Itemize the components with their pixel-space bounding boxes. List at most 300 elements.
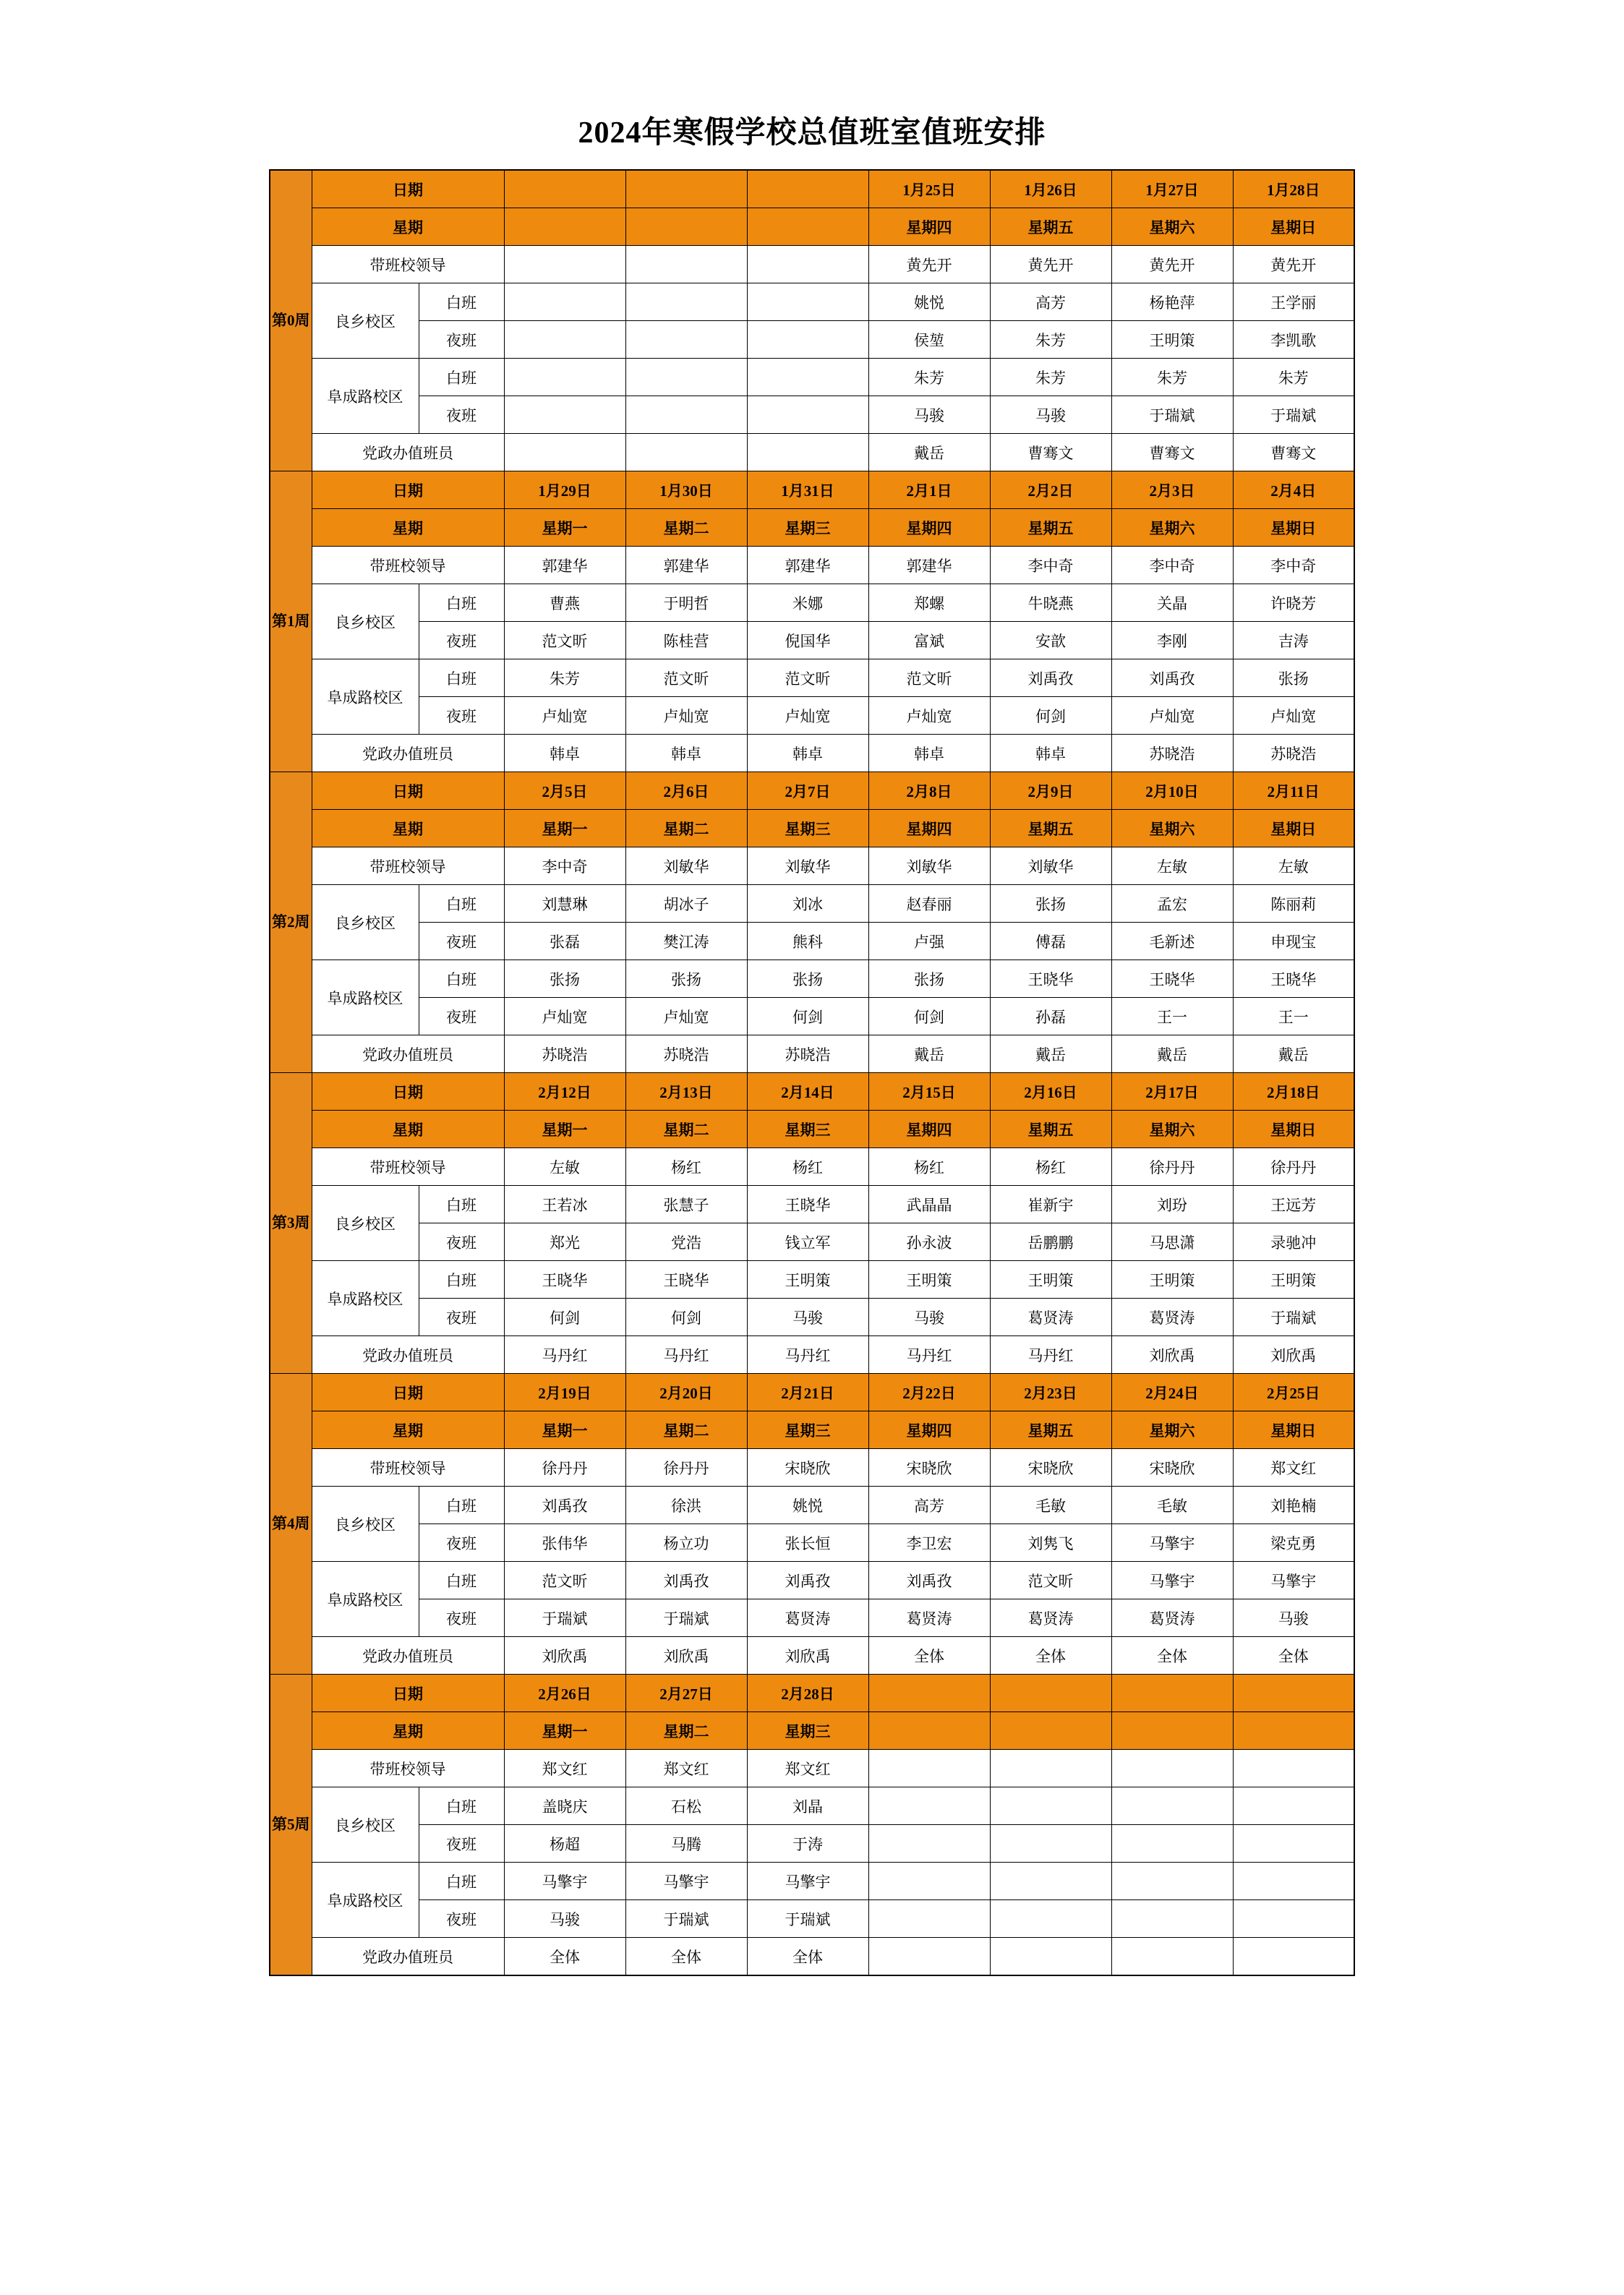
duty-cell: 杨艳萍 <box>1111 283 1233 321</box>
duty-cell: 富斌 <box>868 622 990 659</box>
duty-cell: 熊科 <box>747 923 868 960</box>
leader-cell: 左敏 <box>504 1148 625 1186</box>
liangxiang-night-row <box>270 923 1354 960</box>
duty-cell <box>868 1900 990 1938</box>
duty-cell: 卢灿宽 <box>625 998 747 1035</box>
duty-cell: 韩卓 <box>990 735 1111 772</box>
date-cell <box>747 170 868 208</box>
weekday-cell: 星期六 <box>1111 810 1233 847</box>
duty-cell: 陈丽莉 <box>1233 885 1354 923</box>
date-cell: 2月2日 <box>990 471 1111 509</box>
duty-cell: 于瑞斌 <box>1233 1299 1354 1336</box>
duty-cell <box>747 321 868 359</box>
leader-cell <box>868 1750 990 1787</box>
duty-cell: 马丹红 <box>990 1336 1111 1374</box>
duty-cell: 刘冰 <box>747 885 868 923</box>
weekday-label: 星期 <box>312 1712 504 1750</box>
duty-cell: 曹骞文 <box>1111 434 1233 471</box>
duty-cell: 崔新宇 <box>990 1186 1111 1223</box>
duty-cell: 孟宏 <box>1111 885 1233 923</box>
weekday-cell <box>990 1712 1111 1750</box>
campus-liangxiang-label: 良乡校区 <box>312 1186 419 1261</box>
duty-cell: 刘欣禹 <box>625 1637 747 1675</box>
leader-cell: 刘敏华 <box>747 847 868 885</box>
leader-cell <box>1233 1750 1354 1787</box>
fuchenglu-night-row <box>270 1900 1354 1938</box>
date-cell: 2月7日 <box>747 772 868 810</box>
date-cell: 2月12日 <box>504 1073 625 1111</box>
duty-cell: 张扬 <box>990 885 1111 923</box>
duty-cell: 马擎宇 <box>625 1863 747 1900</box>
duty-cell: 葛贤涛 <box>1111 1299 1233 1336</box>
duty-cell <box>1111 1863 1233 1900</box>
duty-cell: 于瑞斌 <box>504 1599 625 1637</box>
duty-cell: 马骏 <box>747 1299 868 1336</box>
date-label: 日期 <box>312 1675 504 1712</box>
weekday-cell: 星期三 <box>747 1411 868 1449</box>
page-title: 2024年寒假学校总值班室值班安排 <box>578 116 1046 150</box>
duty-cell <box>1233 1787 1354 1825</box>
date-cell <box>625 170 747 208</box>
date-cell: 2月8日 <box>868 772 990 810</box>
weekday-cell: 星期二 <box>625 810 747 847</box>
leader-label: 带班校领导 <box>312 1148 504 1186</box>
weekday-label: 星期 <box>312 810 504 847</box>
date-label: 日期 <box>312 1073 504 1111</box>
date-cell <box>868 1675 990 1712</box>
duty-cell: 王晓华 <box>504 1261 625 1299</box>
duty-cell: 马骏 <box>868 396 990 434</box>
leader-cell: 杨红 <box>625 1148 747 1186</box>
duty-cell <box>1111 1938 1233 1976</box>
date-cell: 2月6日 <box>625 772 747 810</box>
weekday-cell: 星期二 <box>625 509 747 547</box>
duty-cell: 马丹红 <box>747 1336 868 1374</box>
duty-cell: 马骏 <box>1233 1599 1354 1637</box>
fuchenglu-night-row <box>270 1299 1354 1336</box>
duty-cell: 刘玢 <box>1111 1186 1233 1223</box>
duty-cell: 王晓华 <box>625 1261 747 1299</box>
weekday-cell: 星期四 <box>868 1111 990 1148</box>
leader-row <box>270 246 1354 283</box>
duty-cell: 戴岳 <box>1233 1035 1354 1073</box>
duty-cell: 毛敏 <box>990 1487 1111 1524</box>
duty-cell: 苏晓浩 <box>504 1035 625 1073</box>
duty-cell <box>747 283 868 321</box>
week-weekday-row <box>270 1712 1354 1750</box>
leader-cell: 刘敏华 <box>625 847 747 885</box>
weekday-cell <box>747 208 868 246</box>
leader-label: 带班校领导 <box>312 1449 504 1487</box>
duty-cell: 全体 <box>990 1637 1111 1675</box>
date-cell: 2月1日 <box>868 471 990 509</box>
leader-cell: 杨红 <box>868 1148 990 1186</box>
duty-cell: 全体 <box>868 1637 990 1675</box>
leader-cell: 郭建华 <box>868 547 990 584</box>
weekday-cell: 星期四 <box>868 509 990 547</box>
date-cell: 2月28日 <box>747 1675 868 1712</box>
weekday-label: 星期 <box>312 509 504 547</box>
duty-cell <box>747 396 868 434</box>
date-cell: 2月3日 <box>1111 471 1233 509</box>
duty-cell: 韩卓 <box>504 735 625 772</box>
leader-row <box>270 1449 1354 1487</box>
duty-cell: 卢灿宽 <box>1111 697 1233 735</box>
duty-cell: 朱芳 <box>868 359 990 396</box>
duty-cell: 吉涛 <box>1233 622 1354 659</box>
duty-cell: 马擎宇 <box>504 1863 625 1900</box>
leader-cell: 黄先开 <box>1233 246 1354 283</box>
day-shift-label: 白班 <box>419 659 504 697</box>
leader-row <box>270 847 1354 885</box>
duty-cell: 申现宝 <box>1233 923 1354 960</box>
duty-cell <box>990 1825 1111 1863</box>
leader-cell <box>504 246 625 283</box>
weekday-cell: 星期日 <box>1233 208 1354 246</box>
campus-liangxiang-label: 良乡校区 <box>312 1487 419 1562</box>
weekday-cell: 星期三 <box>747 1111 868 1148</box>
duty-cell: 马骏 <box>868 1299 990 1336</box>
duty-cell: 卢灿宽 <box>625 697 747 735</box>
night-shift-label: 夜班 <box>419 1524 504 1562</box>
date-label: 日期 <box>312 772 504 810</box>
duty-cell: 刘禹孜 <box>504 1487 625 1524</box>
week-label: 第5周 <box>270 1675 312 1976</box>
date-cell: 2月19日 <box>504 1374 625 1411</box>
date-cell: 2月15日 <box>868 1073 990 1111</box>
duty-cell: 何剑 <box>747 998 868 1035</box>
duty-cell: 王学丽 <box>1233 283 1354 321</box>
duty-cell: 葛贤涛 <box>747 1599 868 1637</box>
liangxiang-night-row <box>270 1223 1354 1261</box>
weekday-cell: 星期日 <box>1233 1411 1354 1449</box>
campus-fuchenglu-label: 阜成路校区 <box>312 359 419 434</box>
weekday-cell: 星期五 <box>990 1411 1111 1449</box>
duty-cell: 马思潇 <box>1111 1223 1233 1261</box>
weekday-cell: 星期六 <box>1111 509 1233 547</box>
duty-cell: 马丹红 <box>868 1336 990 1374</box>
duty-cell <box>868 1938 990 1976</box>
duty-cell: 刘晶 <box>747 1787 868 1825</box>
duty-cell <box>1111 1787 1233 1825</box>
duty-cell: 朱芳 <box>1233 359 1354 396</box>
day-shift-label: 白班 <box>419 960 504 998</box>
fuchenglu-night-row <box>270 396 1354 434</box>
leader-label: 带班校领导 <box>312 246 504 283</box>
leader-cell: 李中奇 <box>1233 547 1354 584</box>
fuchenglu-day-row <box>270 1863 1354 1900</box>
office-duty-label: 党政办值班员 <box>312 434 504 471</box>
duty-cell: 刘禹孜 <box>625 1562 747 1599</box>
duty-cell <box>1111 1825 1233 1863</box>
liangxiang-day-row <box>270 1487 1354 1524</box>
duty-cell: 戴岳 <box>868 434 990 471</box>
leader-cell: 宋晓欣 <box>747 1449 868 1487</box>
duty-cell: 朱芳 <box>990 359 1111 396</box>
day-shift-label: 白班 <box>419 1186 504 1223</box>
duty-cell: 米娜 <box>747 584 868 622</box>
duty-cell: 武晶晶 <box>868 1186 990 1223</box>
date-cell: 2月27日 <box>625 1675 747 1712</box>
duty-cell: 马丹红 <box>625 1336 747 1374</box>
duty-cell: 于明哲 <box>625 584 747 622</box>
duty-cell: 张扬 <box>868 960 990 998</box>
duty-cell: 王明策 <box>747 1261 868 1299</box>
week-weekday-row <box>270 1411 1354 1449</box>
duty-cell: 于涛 <box>747 1825 868 1863</box>
campus-liangxiang-label: 良乡校区 <box>312 1787 419 1863</box>
office-duty-row <box>270 735 1354 772</box>
weekday-cell: 星期一 <box>504 810 625 847</box>
duty-cell: 曹骞文 <box>1233 434 1354 471</box>
night-shift-label: 夜班 <box>419 1223 504 1261</box>
leader-cell: 郑文红 <box>625 1750 747 1787</box>
duty-cell: 刘慧琳 <box>504 885 625 923</box>
weekday-cell <box>625 208 747 246</box>
liangxiang-day-row <box>270 1186 1354 1223</box>
leader-cell: 黄先开 <box>868 246 990 283</box>
date-cell: 1月29日 <box>504 471 625 509</box>
duty-cell: 王明策 <box>868 1261 990 1299</box>
leader-cell: 李中奇 <box>990 547 1111 584</box>
duty-cell <box>747 434 868 471</box>
duty-cell: 岳鹏鹏 <box>990 1223 1111 1261</box>
duty-cell: 范文昕 <box>504 622 625 659</box>
duty-cell: 马擎宇 <box>1111 1524 1233 1562</box>
duty-cell: 于瑞斌 <box>1233 396 1354 434</box>
fuchenglu-day-row <box>270 659 1354 697</box>
date-cell: 2月22日 <box>868 1374 990 1411</box>
duty-cell: 刘禹孜 <box>868 1562 990 1599</box>
weekday-cell: 星期四 <box>868 1411 990 1449</box>
duty-cell <box>1233 1825 1354 1863</box>
weekday-cell: 星期五 <box>990 810 1111 847</box>
duty-cell <box>868 1825 990 1863</box>
weekday-cell: 星期三 <box>747 509 868 547</box>
duty-cell: 孙磊 <box>990 998 1111 1035</box>
liangxiang-day-row <box>270 885 1354 923</box>
weekday-cell: 星期二 <box>625 1411 747 1449</box>
leader-cell: 刘敏华 <box>990 847 1111 885</box>
night-shift-label: 夜班 <box>419 998 504 1035</box>
date-cell <box>1233 1675 1354 1712</box>
leader-cell: 徐丹丹 <box>1111 1148 1233 1186</box>
duty-cell: 侯堃 <box>868 321 990 359</box>
week-label: 第1周 <box>270 471 312 772</box>
duty-cell: 何剑 <box>504 1299 625 1336</box>
leader-cell: 宋晓欣 <box>868 1449 990 1487</box>
duty-cell: 张长恒 <box>747 1524 868 1562</box>
weekday-cell <box>504 208 625 246</box>
date-cell: 1月27日 <box>1111 170 1233 208</box>
weekday-cell <box>868 1712 990 1750</box>
date-cell: 2月4日 <box>1233 471 1354 509</box>
duty-cell: 全体 <box>1111 1637 1233 1675</box>
duty-cell: 张扬 <box>625 960 747 998</box>
campus-liangxiang-label: 良乡校区 <box>312 885 419 960</box>
date-cell: 2月9日 <box>990 772 1111 810</box>
night-shift-label: 夜班 <box>419 1825 504 1863</box>
duty-cell: 刘禹孜 <box>747 1562 868 1599</box>
leader-cell: 徐丹丹 <box>504 1449 625 1487</box>
duty-cell: 卢灿宽 <box>747 697 868 735</box>
duty-cell: 王晓华 <box>1111 960 1233 998</box>
duty-cell: 姚悦 <box>868 283 990 321</box>
week-weekday-row <box>270 1111 1354 1148</box>
duty-cell <box>625 396 747 434</box>
duty-cell <box>504 321 625 359</box>
week-date-row <box>270 1374 1354 1411</box>
weekday-label: 星期 <box>312 208 504 246</box>
date-cell: 2月11日 <box>1233 772 1354 810</box>
duty-cell: 马骏 <box>990 396 1111 434</box>
duty-cell: 傅磊 <box>990 923 1111 960</box>
duty-cell <box>868 1863 990 1900</box>
duty-cell: 李凯歌 <box>1233 321 1354 359</box>
day-shift-label: 白班 <box>419 1863 504 1900</box>
weekday-cell: 星期六 <box>1111 1411 1233 1449</box>
date-cell: 2月17日 <box>1111 1073 1233 1111</box>
leader-cell: 郭建华 <box>625 547 747 584</box>
leader-cell: 黄先开 <box>1111 246 1233 283</box>
duty-cell: 刘隽飞 <box>990 1524 1111 1562</box>
duty-cell: 李刚 <box>1111 622 1233 659</box>
duty-cell <box>504 396 625 434</box>
office-duty-label: 党政办值班员 <box>312 1035 504 1073</box>
liangxiang-night-row <box>270 1825 1354 1863</box>
weekday-label: 星期 <box>312 1111 504 1148</box>
duty-cell: 李卫宏 <box>868 1524 990 1562</box>
duty-cell: 刘禹孜 <box>990 659 1111 697</box>
duty-cell: 张磊 <box>504 923 625 960</box>
duty-cell: 石松 <box>625 1787 747 1825</box>
duty-cell: 王一 <box>1111 998 1233 1035</box>
liangxiang-day-row <box>270 584 1354 622</box>
duty-cell: 牛晓燕 <box>990 584 1111 622</box>
duty-cell <box>1233 1900 1354 1938</box>
duty-cell: 全体 <box>747 1938 868 1976</box>
duty-cell <box>1233 1863 1354 1900</box>
date-cell: 2月18日 <box>1233 1073 1354 1111</box>
duty-cell <box>990 1787 1111 1825</box>
duty-cell: 戴岳 <box>1111 1035 1233 1073</box>
weekday-cell: 星期五 <box>990 509 1111 547</box>
duty-cell: 朱芳 <box>1111 359 1233 396</box>
duty-cell: 王远芳 <box>1233 1186 1354 1223</box>
liangxiang-day-row <box>270 1787 1354 1825</box>
weekday-cell: 星期二 <box>625 1111 747 1148</box>
duty-cell: 范文昕 <box>990 1562 1111 1599</box>
date-cell: 2月25日 <box>1233 1374 1354 1411</box>
day-shift-label: 白班 <box>419 1562 504 1599</box>
duty-cell: 钱立军 <box>747 1223 868 1261</box>
office-duty-row <box>270 1336 1354 1374</box>
duty-cell: 苏晓浩 <box>747 1035 868 1073</box>
leader-cell: 宋晓欣 <box>990 1449 1111 1487</box>
date-label: 日期 <box>312 471 504 509</box>
duty-cell: 樊江涛 <box>625 923 747 960</box>
leader-cell <box>747 246 868 283</box>
duty-cell: 郑螺 <box>868 584 990 622</box>
week-label: 第4周 <box>270 1374 312 1675</box>
date-cell: 1月28日 <box>1233 170 1354 208</box>
duty-cell: 苏晓浩 <box>1111 735 1233 772</box>
duty-cell: 刘禹孜 <box>1111 659 1233 697</box>
duty-cell: 盖晓庆 <box>504 1787 625 1825</box>
date-cell: 2月14日 <box>747 1073 868 1111</box>
leader-cell: 刘敏华 <box>868 847 990 885</box>
leader-row <box>270 1148 1354 1186</box>
leader-cell: 郭建华 <box>504 547 625 584</box>
leader-row <box>270 1750 1354 1787</box>
duty-cell: 范文昕 <box>747 659 868 697</box>
duty-cell: 张慧子 <box>625 1186 747 1223</box>
date-cell: 2月20日 <box>625 1374 747 1411</box>
leader-label: 带班校领导 <box>312 1750 504 1787</box>
duty-cell: 徐洪 <box>625 1487 747 1524</box>
office-duty-label: 党政办值班员 <box>312 1938 504 1976</box>
duty-cell: 杨超 <box>504 1825 625 1863</box>
leader-cell <box>990 1750 1111 1787</box>
duty-cell: 陈桂营 <box>625 622 747 659</box>
duty-cell <box>625 321 747 359</box>
date-cell: 2月26日 <box>504 1675 625 1712</box>
campus-fuchenglu-label: 阜成路校区 <box>312 659 419 735</box>
leader-cell: 黄先开 <box>990 246 1111 283</box>
week-date-row <box>270 170 1354 208</box>
duty-cell: 马擎宇 <box>1111 1562 1233 1599</box>
duty-cell: 王明策 <box>1111 321 1233 359</box>
duty-cell <box>625 283 747 321</box>
date-cell: 2月21日 <box>747 1374 868 1411</box>
duty-cell: 何剑 <box>990 697 1111 735</box>
week-date-row <box>270 772 1354 810</box>
duty-cell: 孙永波 <box>868 1223 990 1261</box>
duty-cell: 全体 <box>625 1938 747 1976</box>
date-cell: 2月10日 <box>1111 772 1233 810</box>
duty-schedule-table <box>269 169 1355 1976</box>
duty-cell: 高芳 <box>868 1487 990 1524</box>
duty-cell: 王明策 <box>1111 1261 1233 1299</box>
office-duty-label: 党政办值班员 <box>312 1637 504 1675</box>
office-duty-label: 党政办值班员 <box>312 735 504 772</box>
duty-cell <box>990 1938 1111 1976</box>
weekday-cell: 星期五 <box>990 1111 1111 1148</box>
leader-cell: 杨红 <box>747 1148 868 1186</box>
duty-cell: 戴岳 <box>868 1035 990 1073</box>
leader-cell: 徐丹丹 <box>625 1449 747 1487</box>
duty-cell: 韩卓 <box>747 735 868 772</box>
week-label: 第3周 <box>270 1073 312 1374</box>
campus-fuchenglu-label: 阜成路校区 <box>312 1863 419 1938</box>
leader-cell: 李中奇 <box>1111 547 1233 584</box>
duty-cell: 卢灿宽 <box>868 697 990 735</box>
liangxiang-day-row <box>270 283 1354 321</box>
leader-cell: 郑文红 <box>1233 1449 1354 1487</box>
duty-cell: 卢灿宽 <box>1233 697 1354 735</box>
duty-cell: 葛贤涛 <box>990 1299 1111 1336</box>
leader-cell: 李中奇 <box>504 847 625 885</box>
night-shift-label: 夜班 <box>419 1299 504 1336</box>
office-duty-row <box>270 1637 1354 1675</box>
office-duty-row <box>270 434 1354 471</box>
duty-cell: 安歆 <box>990 622 1111 659</box>
campus-liangxiang-label: 良乡校区 <box>312 283 419 359</box>
duty-cell: 王明策 <box>990 1261 1111 1299</box>
day-shift-label: 白班 <box>419 1261 504 1299</box>
duty-cell: 韩卓 <box>868 735 990 772</box>
duty-cell: 胡冰子 <box>625 885 747 923</box>
